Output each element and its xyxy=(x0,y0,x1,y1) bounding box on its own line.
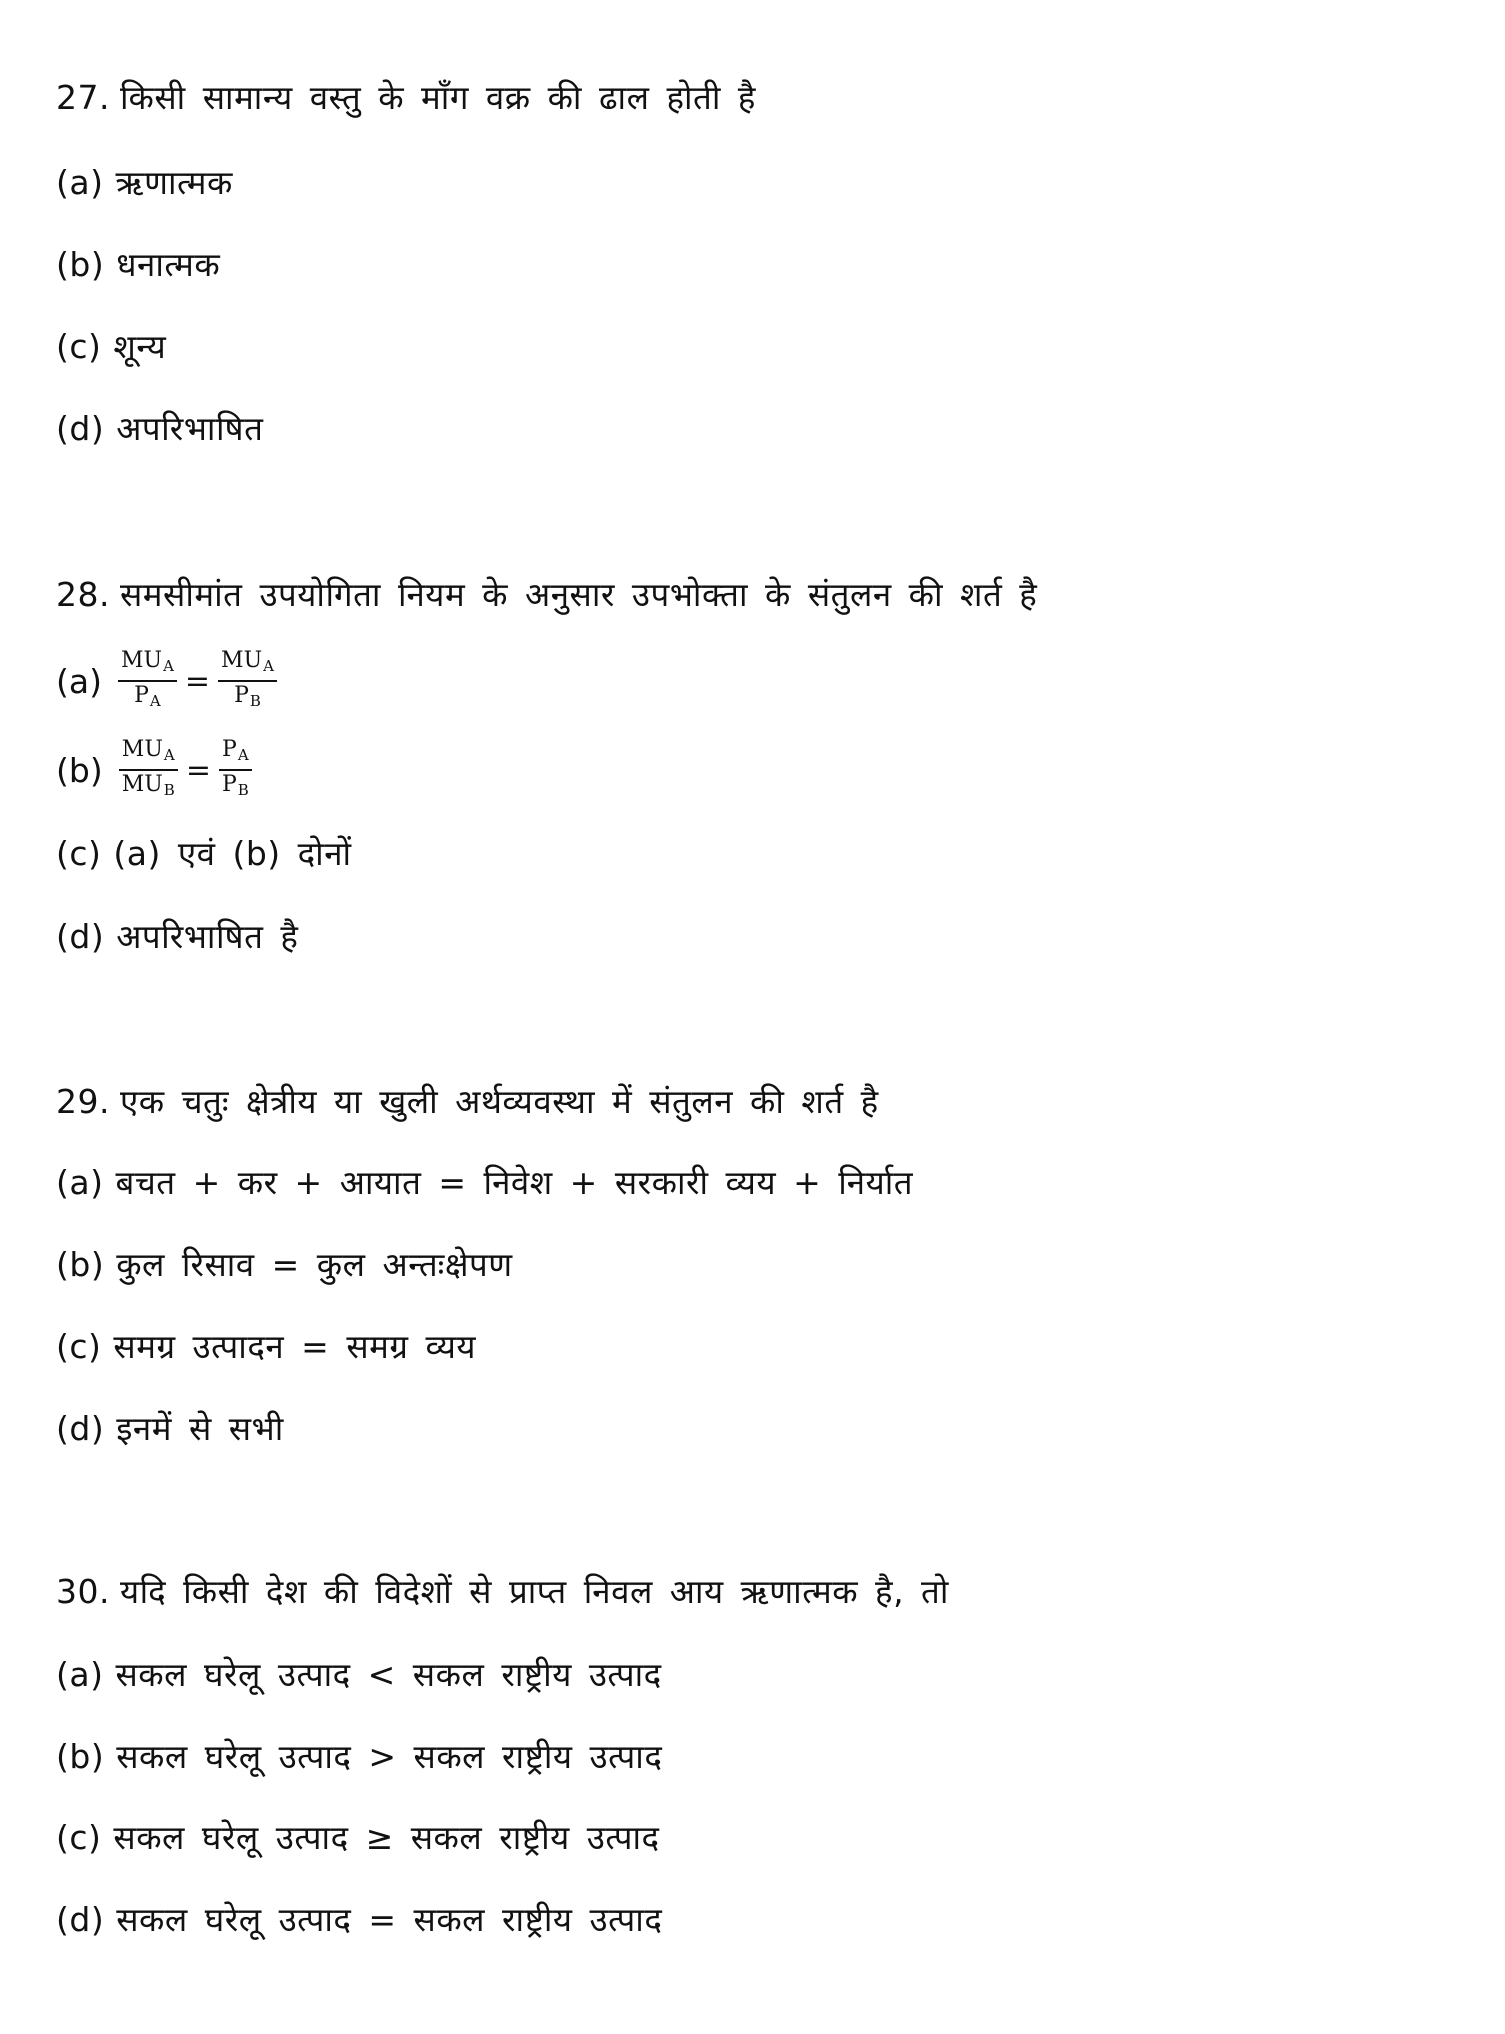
question-29 xyxy=(56,1080,879,1124)
denominator: MU xyxy=(121,772,163,797)
option-label: (a) xyxy=(56,163,104,202)
subscript: A xyxy=(149,692,161,710)
subscript: A xyxy=(163,746,175,764)
question-text: एक चतुः क्षेत्रीय या खुली अर्थव्यवस्था में संतुलन की शर्त है xyxy=(119,1082,879,1121)
question-number: 30. xyxy=(56,1572,110,1611)
option-28-d xyxy=(56,915,298,959)
option-text: सकल घरेलू उत्पाद = सकल राष्ट्रीय उत्पाद xyxy=(116,1900,663,1939)
option-label: (d) xyxy=(56,409,105,448)
numerator: MU xyxy=(221,648,263,673)
option-30-b xyxy=(56,1735,662,1779)
option-label: (d) xyxy=(56,1900,105,1939)
option-29-d xyxy=(56,1407,284,1451)
option-label: (a) xyxy=(56,1163,104,1202)
option-label: (c) xyxy=(56,327,102,366)
option-label: (b) xyxy=(56,1245,105,1284)
question-text: यदि किसी देश की विदेशों से प्राप्त निवल आय ऋणात्मक है, तो xyxy=(119,1572,949,1611)
option-text: अपरिभाषित है xyxy=(116,917,299,956)
option-text: ऋणात्मक xyxy=(115,163,233,202)
option-label: (d) xyxy=(56,917,105,956)
option-text: बचत + कर + आयात = निवेश + सरकारी व्यय + निर्यात xyxy=(115,1163,914,1202)
question-number: 28. xyxy=(56,575,110,614)
numerator: MU xyxy=(121,737,163,762)
option-29-b xyxy=(56,1243,513,1287)
question-30 xyxy=(56,1570,949,1614)
option-28-b xyxy=(56,737,256,803)
fraction-right xyxy=(218,648,277,714)
denominator: P xyxy=(221,772,237,797)
option-text: सकल घरेलू उत्पाद > सकल राष्ट्रीय उत्पाद xyxy=(116,1737,663,1776)
option-label: (b) xyxy=(56,750,103,790)
question-text: किसी सामान्य वस्तु के माँग वक्र की ढाल होती है xyxy=(119,78,756,117)
option-label: (b) xyxy=(56,245,105,284)
option-29-a xyxy=(56,1161,913,1205)
option-label: (a) xyxy=(56,661,102,701)
subscript: A xyxy=(263,657,274,675)
option-label: (d) xyxy=(56,1409,105,1448)
subscript: B xyxy=(163,781,175,799)
equals-sign: = xyxy=(185,752,211,788)
option-text: अपरिभाषित xyxy=(116,409,264,448)
subscript: B xyxy=(237,781,249,799)
option-27-d xyxy=(56,407,263,451)
numerator: MU xyxy=(120,648,163,673)
option-text: समग्र उत्पादन = समग्र व्यय xyxy=(113,1327,477,1366)
option-30-a xyxy=(56,1653,662,1697)
option-text: इनमें से सभी xyxy=(116,1409,284,1448)
question-number: 29. xyxy=(56,1082,110,1121)
subscript: A xyxy=(163,657,174,675)
denominator: P xyxy=(134,683,149,708)
option-30-d xyxy=(56,1898,662,1942)
subscript: A xyxy=(237,746,249,764)
option-text: कुल रिसाव = कुल अन्तःक्षेपण xyxy=(116,1245,513,1284)
option-27-a xyxy=(56,161,233,205)
fraction-left xyxy=(118,648,177,714)
question-number: 27. xyxy=(56,78,110,117)
question-27 xyxy=(56,76,756,120)
option-27-b xyxy=(56,243,220,287)
question-28 xyxy=(56,573,1037,617)
option-text: धनात्मक xyxy=(116,245,221,284)
option-label: (c) xyxy=(56,1327,102,1366)
option-28-a xyxy=(56,648,281,714)
denominator: P xyxy=(234,683,249,708)
option-30-c xyxy=(56,1816,660,1860)
option-label: (c) xyxy=(56,834,102,873)
option-29-c xyxy=(56,1325,476,1369)
option-28-c xyxy=(56,832,352,876)
option-text: सकल घरेलू उत्पाद < सकल राष्ट्रीय उत्पाद xyxy=(115,1655,662,1694)
fraction-right xyxy=(219,737,252,803)
numerator: P xyxy=(222,737,237,762)
question-text: समसीमांत उपयोगिता नियम के अनुसार उपभोक्ता के संतुलन की शर्त है xyxy=(119,575,1038,614)
option-label: (b) xyxy=(56,1737,105,1776)
equals-sign: = xyxy=(184,663,211,699)
option-label: (a) xyxy=(56,1655,104,1694)
option-text: शून्य xyxy=(113,327,167,366)
subscript: B xyxy=(249,692,261,710)
option-27-c xyxy=(56,325,166,369)
fraction-left xyxy=(119,737,178,803)
option-label: (c) xyxy=(56,1818,102,1857)
option-text: (a) एवं (b) दोनों xyxy=(113,834,352,873)
option-text: सकल घरेलू उत्पाद ≥ सकल राष्ट्रीय उत्पाद xyxy=(113,1818,660,1857)
